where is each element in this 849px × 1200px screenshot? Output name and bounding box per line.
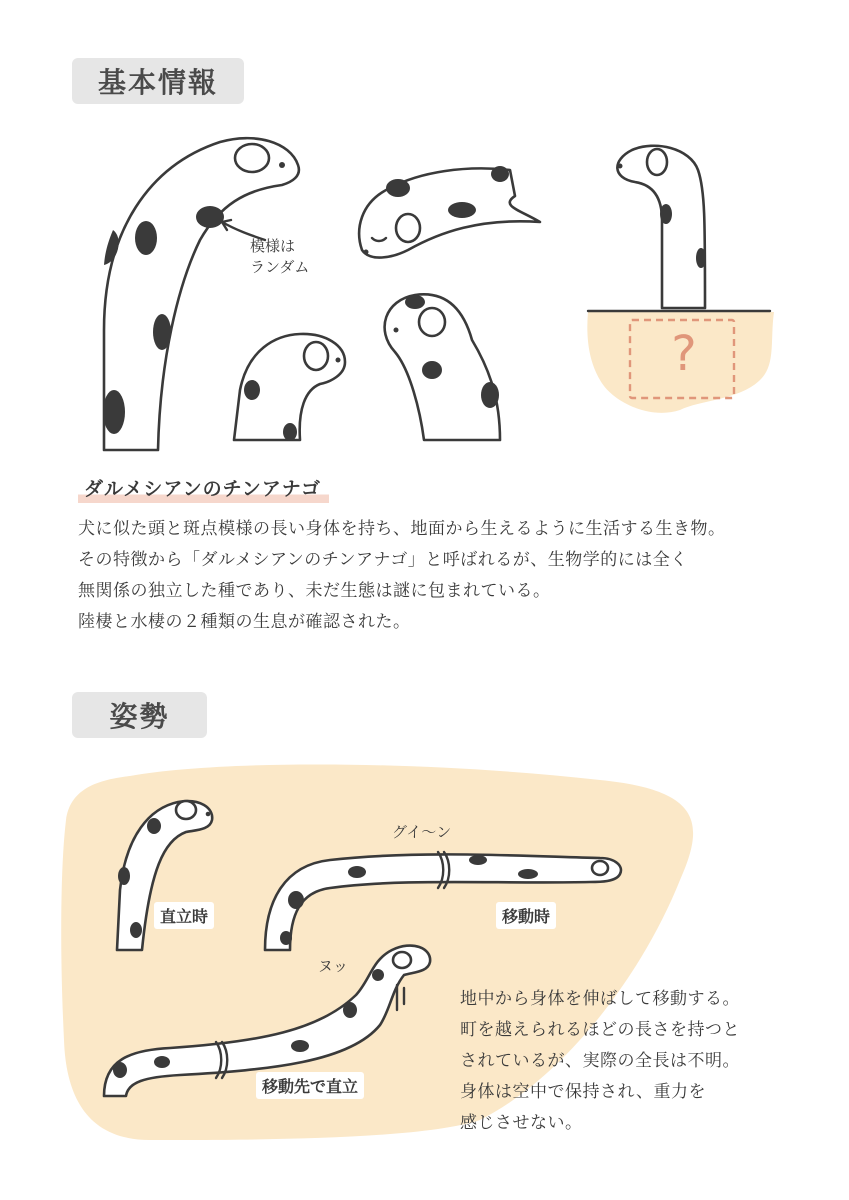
eel-illustration-small (234, 334, 345, 441)
pattern-note (250, 236, 309, 278)
pose-label-upright: 直立時 (154, 902, 214, 929)
posture-description (460, 984, 820, 1139)
section-tag-basic-info: 基本情報 (72, 58, 244, 104)
description-line: その特徴から「ダルメシアンのチンアナゴ」と呼ばれるが、生物学的には全く (78, 550, 688, 570)
sound-stretch: グイ〜ン (392, 823, 452, 841)
posture-line: されているが、実際の全長は不明。 (460, 1051, 740, 1071)
pattern-note-line1: 模様は (250, 237, 296, 255)
pose-label-destination: 移動先で直立 (256, 1072, 364, 1099)
posture-line: 地中から身体を伸ばして移動する。 (460, 989, 740, 1009)
pose-label-moving: 移動時 (496, 902, 556, 929)
pattern-note-line2: ランダム (250, 258, 310, 276)
unknown-question-mark: ? (671, 326, 697, 382)
posture-line: 感じさせない。 (460, 1113, 583, 1133)
posture-line: 町を越えられるほどの長さを持つと (460, 1020, 740, 1040)
description-line: 犬に似た頭と斑点模様の長い身体を持ち、地面から生えるように生活する生き物。 (78, 519, 726, 539)
eel-illustration-sleeping (359, 166, 540, 258)
species-title: ダルメシアンのチンアナゴ (78, 474, 329, 503)
sound-rise: ヌッ (318, 957, 349, 975)
description-line: 陸棲と水棲の２種類の生息が確認された。 (78, 612, 411, 632)
species-description (78, 514, 838, 638)
section-tag-posture: 姿勢 (72, 692, 207, 738)
posture-line: 身体は空中で保持され、重力を (460, 1082, 707, 1102)
description-line: 無関係の独立した種であり、未だ生態は謎に包まれている。 (78, 581, 551, 601)
eel-illustration-front (385, 294, 500, 440)
